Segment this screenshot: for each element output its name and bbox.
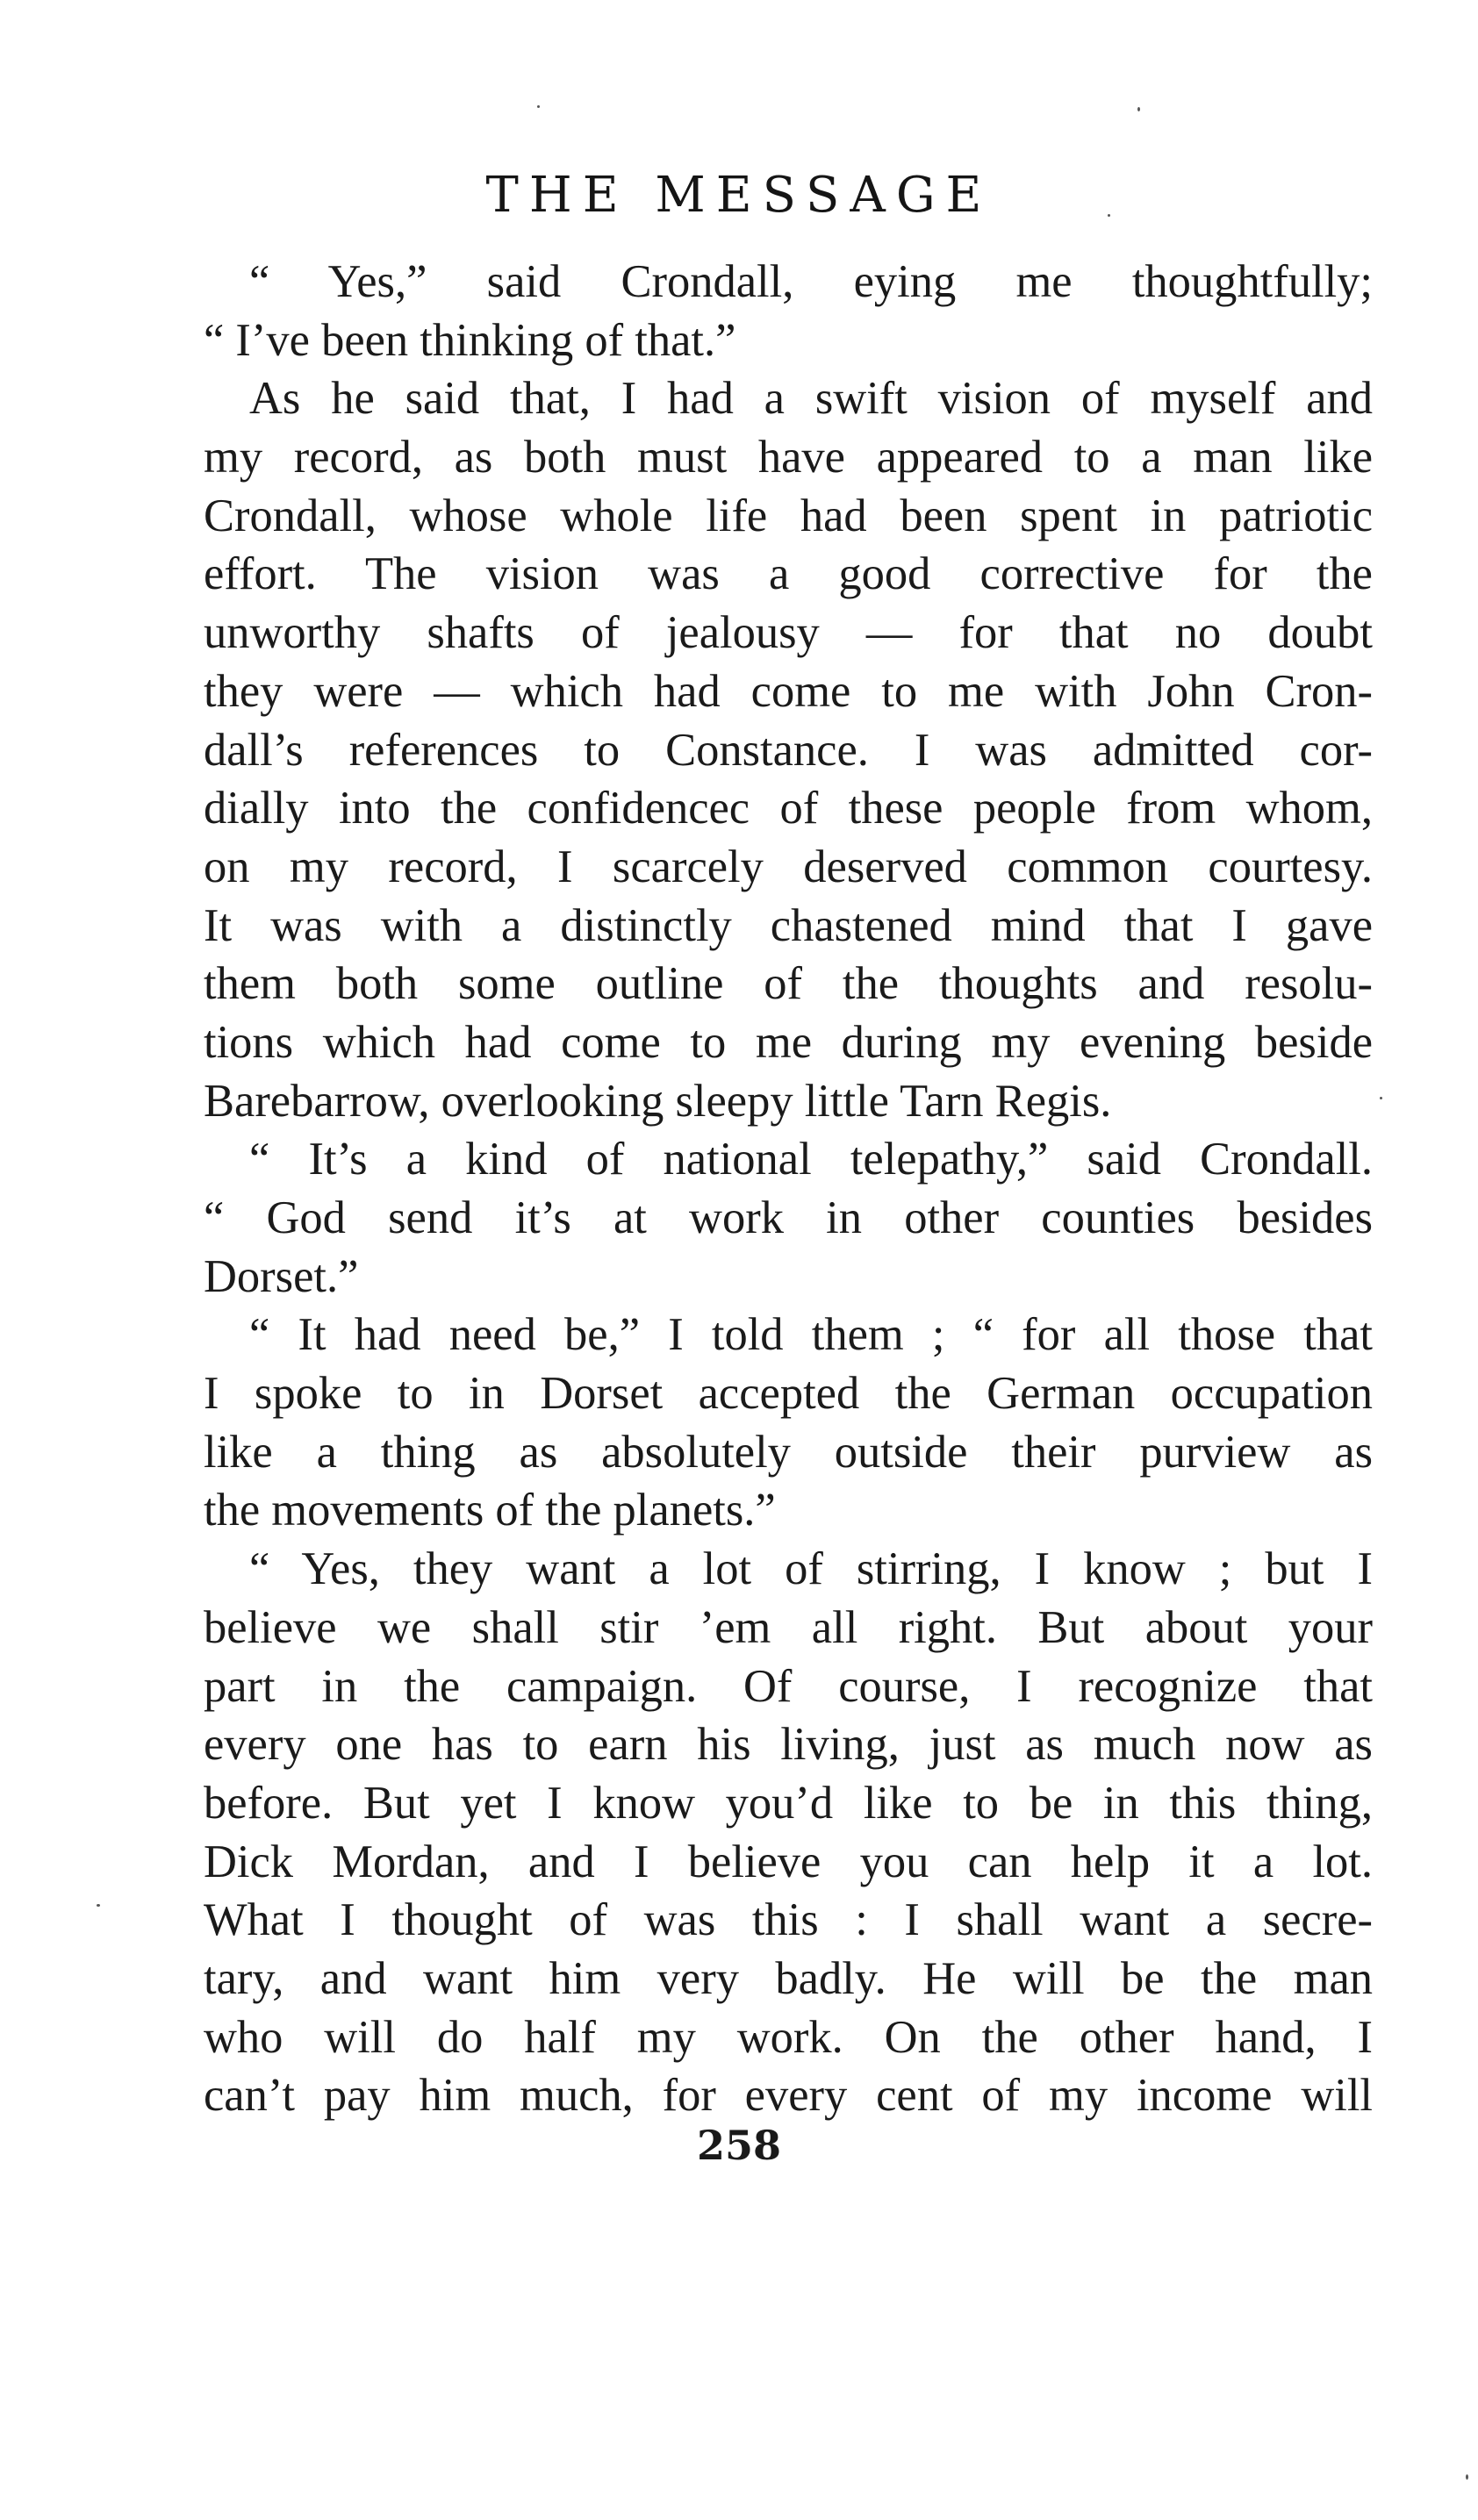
text-line: believe we shall stir ’em all right. But about your <box>204 1601 1373 1653</box>
text-line: “ Yes,” said Crondall, eying me thoughtfully; <box>249 256 1373 307</box>
text-line: It was with a distinctly chastened mind that I gave <box>204 899 1373 951</box>
text-line: As he said that, I had a swift vision of myself and <box>249 373 1373 425</box>
text-line: I spoke to in Dorset accepted the German occupation <box>204 1368 1373 1420</box>
text-line: unworthy shafts of jealousy — for that no doubt <box>204 607 1373 659</box>
text-line: Dorset.” <box>204 1250 359 1302</box>
running-head: THE MESSAGE <box>485 167 993 224</box>
text-line: “ God send it’s at work in other counties besides <box>204 1192 1373 1243</box>
text-line: they were — which had come to me with John Cron- <box>204 665 1373 717</box>
text-line: “ It’s a kind of national telepathy,” said Crondall. <box>249 1134 1373 1185</box>
text-line: What I thought of was this : I shall want a secre- <box>204 1894 1373 1946</box>
text-line: on my record, I scarcely deserved common courtesy. <box>204 841 1373 892</box>
text-line: dially into the confidencec of these people from whom, <box>204 783 1373 834</box>
paper-speck <box>537 105 540 108</box>
text-line: the movements of the planets.” <box>204 1485 776 1536</box>
body-text <box>204 253 1373 2125</box>
text-line: tions which had come to me during my evening beside <box>204 1016 1373 1068</box>
text-line: my record, as both must have appeared to a man like <box>204 432 1373 483</box>
paragraph <box>204 1130 1373 1306</box>
paragraph <box>204 369 1373 1130</box>
text-line: “ It had need be,” I told them ; “ for all those that <box>249 1309 1373 1361</box>
text-line: who will do half my work. On the other hand, I <box>204 2011 1373 2063</box>
paragraph <box>204 1540 1373 2125</box>
text-line: effort. The vision was a good corrective for the <box>204 548 1373 600</box>
text-line: “ Yes, they want a lot of stirring, I know ; but I <box>249 1543 1373 1595</box>
paper-speck <box>97 1904 100 1907</box>
text-line: before. But yet I know you’d like to be in this thing, <box>204 1777 1373 1829</box>
paper-speck <box>1137 107 1140 111</box>
page-number: 258 <box>696 2122 782 2169</box>
text-line: part in the campaign. Of course, I recognize that <box>204 1660 1373 1712</box>
paper-speck <box>1466 2474 1468 2480</box>
paper-speck <box>1380 1097 1382 1099</box>
text-line: tary, and want him very badly. He will be the man <box>204 1952 1373 2004</box>
paragraph <box>204 253 1373 369</box>
text-line: Barebarrow, overlooking sleepy little Tarn Regis. <box>204 1075 1112 1127</box>
text-line: Crondall, whose whole life had been spent in patriotic <box>204 490 1373 541</box>
text-line: them both some outline of the thoughts and resolu- <box>204 958 1373 1010</box>
text-line: can’t pay him much, for every cent of my income will <box>204 2070 1373 2122</box>
text-line: like a thing as absolutely outside their purview as <box>204 1426 1373 1478</box>
text-line: every one has to earn his living, just as much now as <box>204 1719 1373 1771</box>
text-line: dall’s references to Constance. I was admitted cor- <box>204 724 1373 776</box>
paragraph <box>204 1306 1373 1540</box>
text-line: Dick Mordan, and I believe you can help it a lot. <box>204 1836 1373 1887</box>
text-line: “ I’ve been thinking of that.” <box>204 314 736 366</box>
